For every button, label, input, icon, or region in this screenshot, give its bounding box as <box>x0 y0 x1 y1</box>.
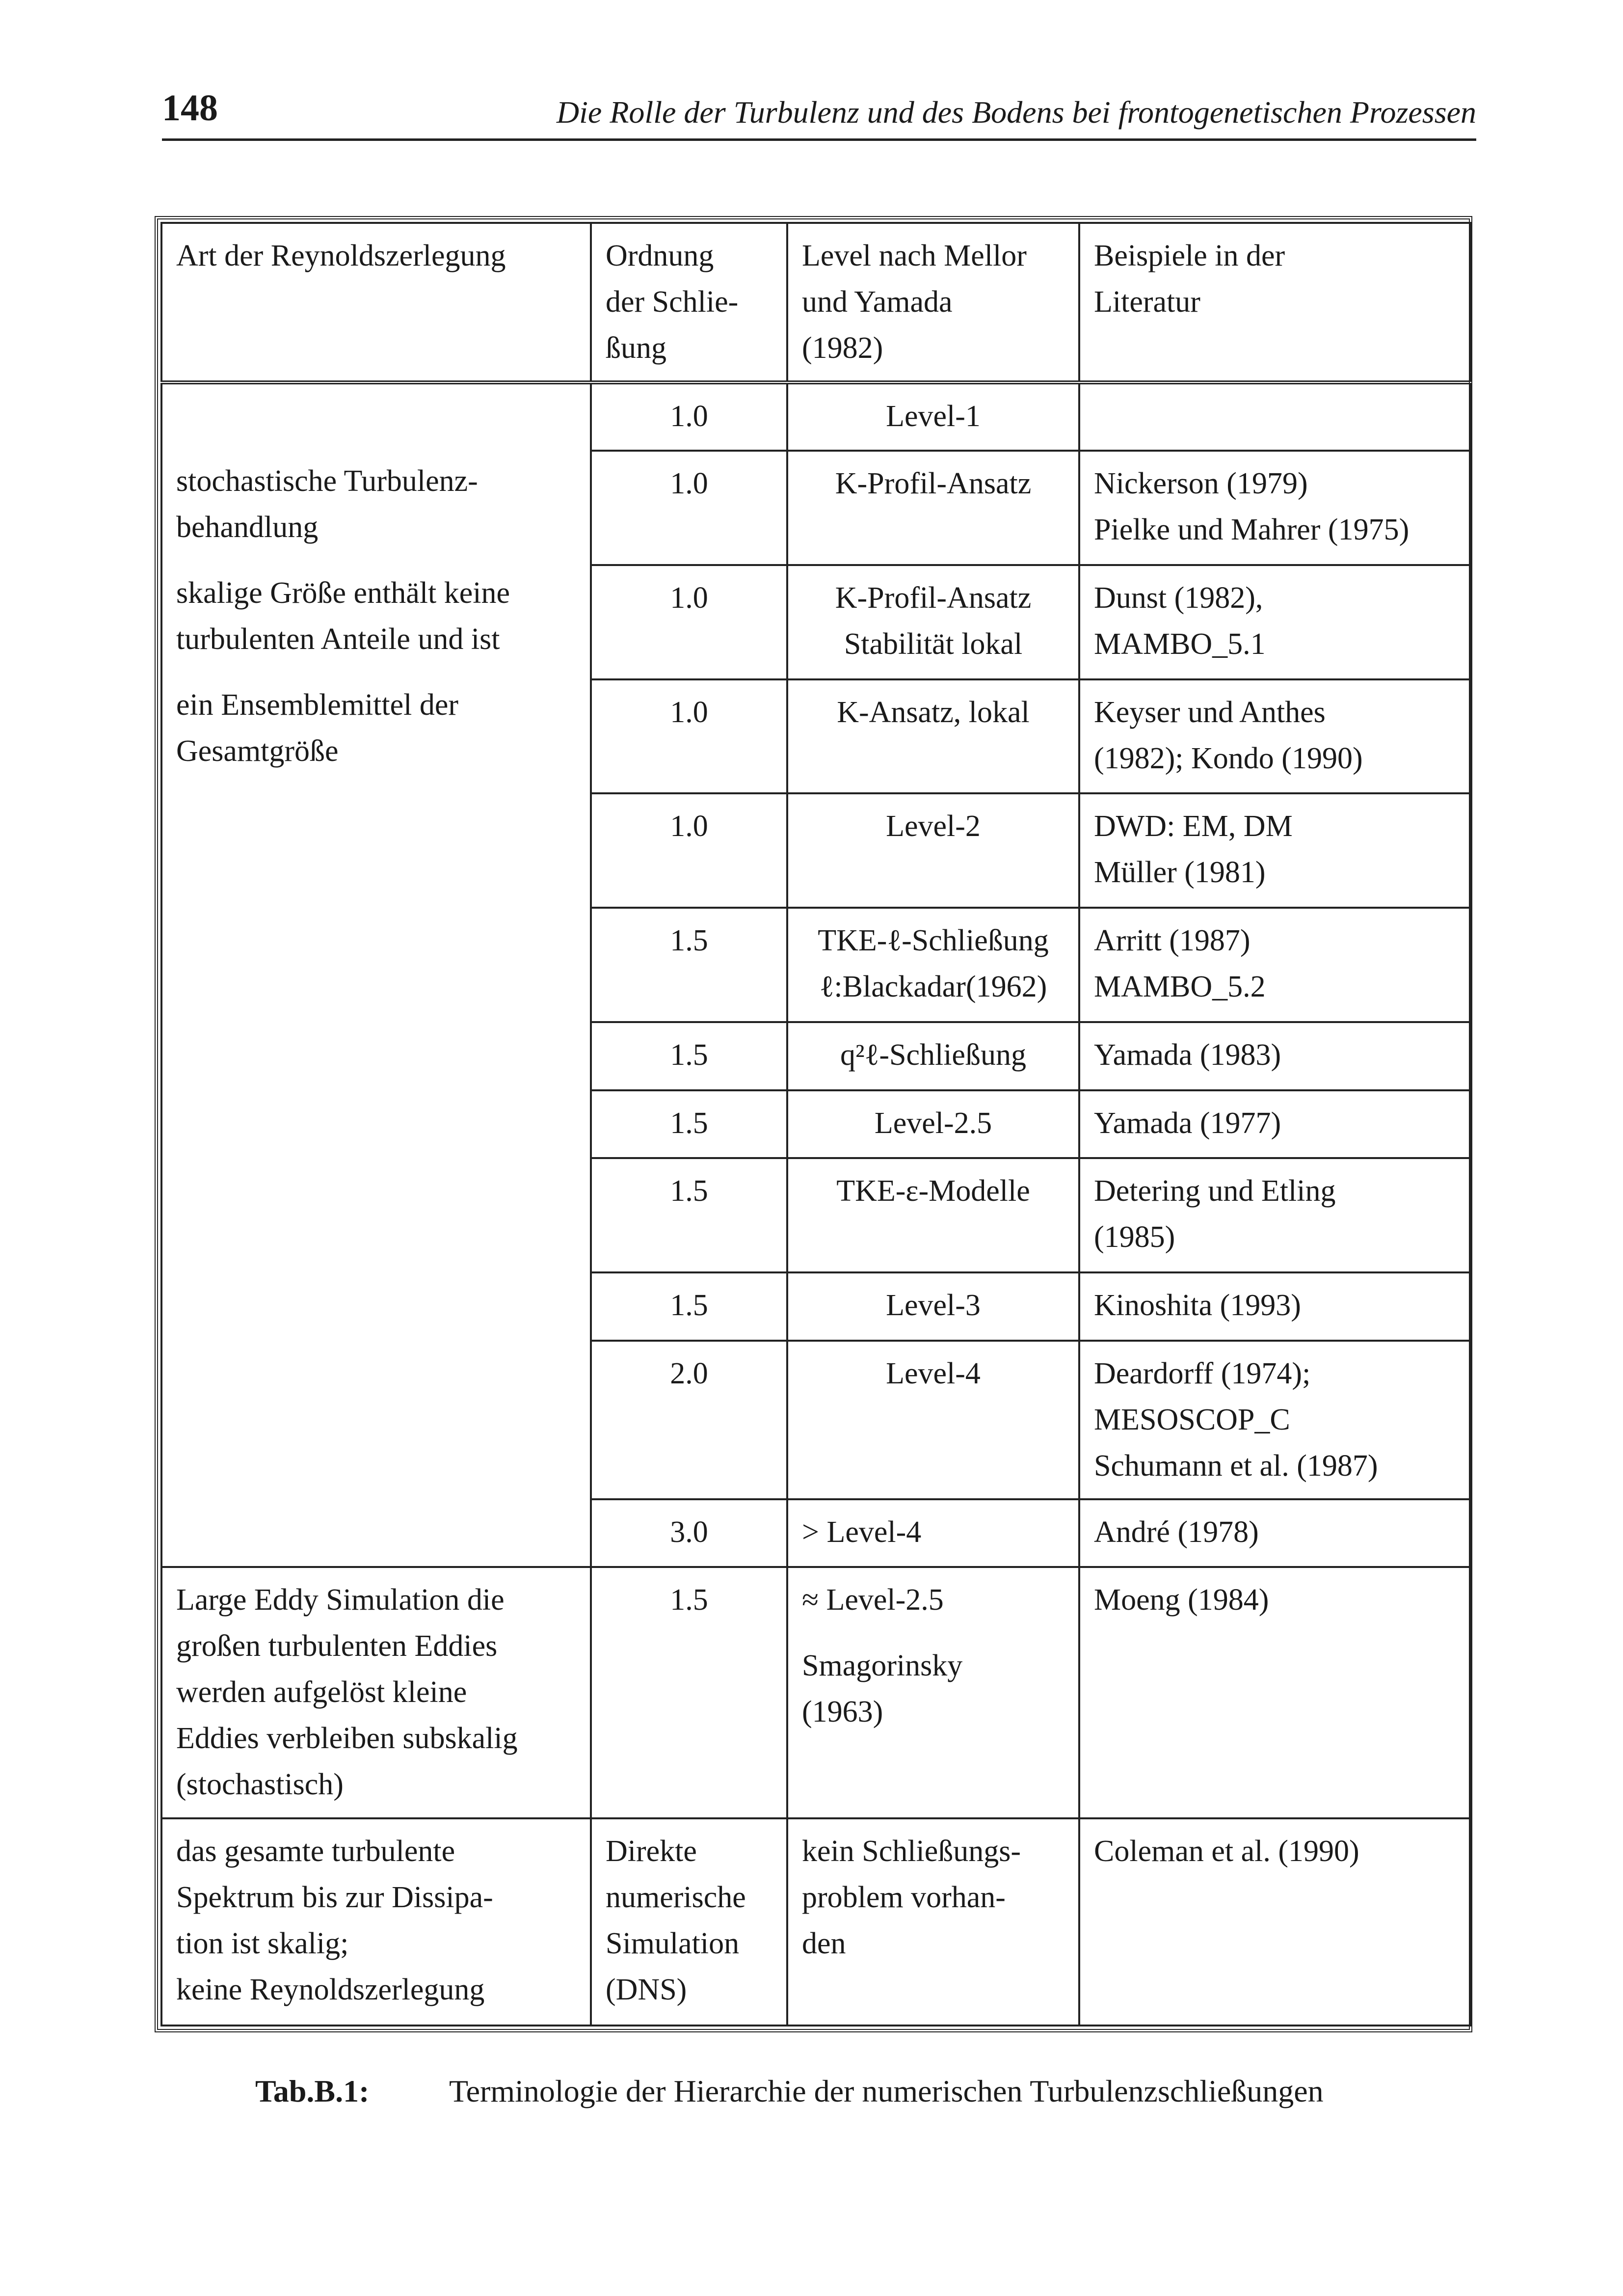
turbulence-closure-table <box>155 216 1472 2032</box>
level-cell: K-Profil-Ansatz <box>787 451 1079 565</box>
ordnung-cell: 1.5 <box>591 1567 787 1818</box>
level-cell: TKE-ℓ-Schließung ℓ:Blackadar(1962) <box>787 908 1079 1022</box>
level-cell: > Level-4 <box>787 1499 1079 1567</box>
ordnung-cell: 1.5 <box>591 908 787 1022</box>
beispiele-cell: Deardorff (1974); MESOSCOP_C Schumann et al. (1987) <box>1079 1341 1470 1499</box>
beispiele-cell: Kinoshita (1993) <box>1079 1272 1470 1341</box>
level-cell: K-Profil-Ansatz Stabilität lokal <box>787 565 1079 679</box>
table-row-les <box>161 1567 1470 1818</box>
beispiele-cell: André (1978) <box>1079 1499 1470 1567</box>
beispiele-cell: Coleman et al. (1990) <box>1079 1818 1470 2026</box>
header-cell-level: Level nach Mellor und Yamada (1982) <box>787 223 1079 382</box>
header-cell-art: Art der Reynoldszerlegung <box>161 223 591 382</box>
page-header <box>162 83 1476 141</box>
beispiele-cell: Nickerson (1979) Pielke und Mahrer (1975) <box>1079 451 1470 565</box>
ordnung-cell: 1.5 <box>591 1272 787 1341</box>
level-cell: Level-1 <box>787 382 1079 451</box>
les-art-cell: Large Eddy Simulation die großen turbulenten Eddies werden aufgelöst kleine Eddies verbleiben subskalig (stochastisch) <box>161 1567 591 1818</box>
level-cell: Level-3 <box>787 1272 1079 1341</box>
dns-ordnung-cell: Direkte numerische Simulation (DNS) <box>591 1818 787 2026</box>
header-cell-ordnung: Ordnung der Schlie- ßung <box>591 223 787 382</box>
caption-label: Tab.B.1: <box>255 2074 370 2108</box>
dns-art-cell: das gesamte turbulente Spektrum bis zur Dissipa- tion ist skalig; keine Reynoldszerlegung <box>161 1818 591 2026</box>
level-cell: Level-2.5 <box>787 1090 1079 1159</box>
group-stochastic-label: stochastische Turbulenz- behandlung skalige Größe enthält keine turbulenten Anteile und ist ein Ensemblemittel der Gesamtgröße <box>161 382 591 1567</box>
beispiele-cell: Yamada (1977) <box>1079 1090 1470 1159</box>
beispiele-cell: Arritt (1987) MAMBO_5.2 <box>1079 908 1470 1022</box>
beispiele-cell: Yamada (1983) <box>1079 1022 1470 1090</box>
ordnung-cell: 1.5 <box>591 1090 787 1159</box>
beispiele-cell: Detering und Etling (1985) <box>1079 1158 1470 1272</box>
ordnung-cell: 3.0 <box>591 1499 787 1567</box>
beispiele-cell: DWD: EM, DM Müller (1981) <box>1079 793 1470 908</box>
table-caption <box>255 2069 1482 2113</box>
level-cell: Level-4 <box>787 1341 1079 1499</box>
ordnung-cell: 1.0 <box>591 451 787 565</box>
table <box>160 222 1471 2026</box>
level-cell: ≈ Level-2.5 Smagorinsky (1963) <box>787 1567 1079 1818</box>
ordnung-cell: 1.0 <box>591 565 787 679</box>
table-row-dns <box>161 1818 1470 2026</box>
header-cell-beispiele: Beispiele in der Literatur <box>1079 223 1470 382</box>
table-header-row <box>161 223 1470 382</box>
ordnung-cell: 1.5 <box>591 1158 787 1272</box>
page-number: 148 <box>162 87 218 129</box>
beispiele-cell <box>1079 382 1470 451</box>
table-row <box>161 382 1470 451</box>
level-cell: TKE-ε-Modelle <box>787 1158 1079 1272</box>
ordnung-cell: 1.0 <box>591 679 787 794</box>
level-cell: q²ℓ-Schließung <box>787 1022 1079 1090</box>
running-title: Die Rolle der Turbulenz und des Bodens bei frontogenetischen Prozessen <box>556 95 1476 130</box>
ordnung-cell: 2.0 <box>591 1341 787 1499</box>
level-cell: Level-2 <box>787 793 1079 908</box>
level-cell: K-Ansatz, lokal <box>787 679 1079 794</box>
beispiele-cell: Moeng (1984) <box>1079 1567 1470 1818</box>
caption-text: Terminologie der Hierarchie der numerischen Turbulenzschließungen <box>449 2074 1324 2108</box>
beispiele-cell: Keyser und Anthes (1982); Kondo (1990) <box>1079 679 1470 794</box>
dns-level-cell: kein Schließungs- problem vorhan- den <box>787 1818 1079 2026</box>
beispiele-cell: Dunst (1982), MAMBO_5.1 <box>1079 565 1470 679</box>
ordnung-cell: 1.0 <box>591 382 787 451</box>
ordnung-cell: 1.0 <box>591 793 787 908</box>
ordnung-cell: 1.5 <box>591 1022 787 1090</box>
